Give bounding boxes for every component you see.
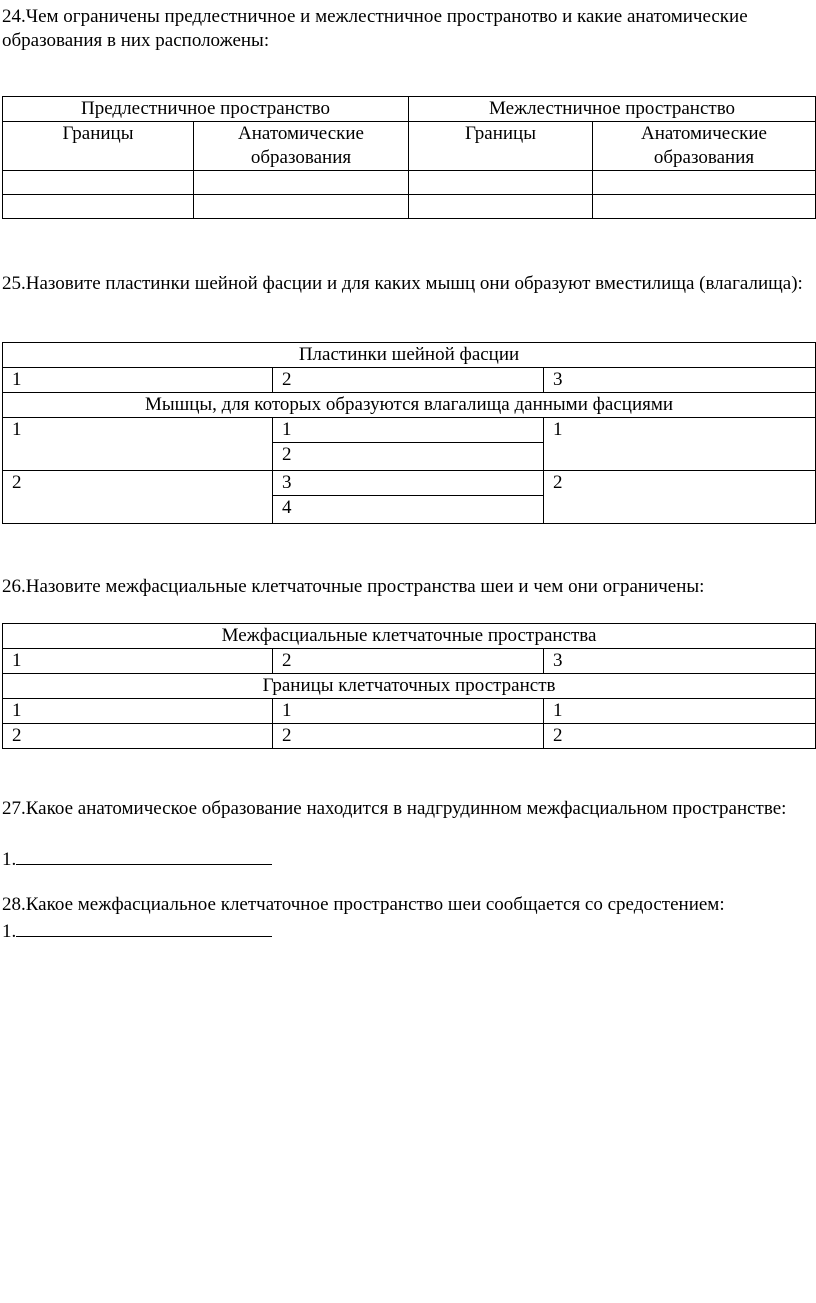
table-title: Пластинки шейной фасции [3, 343, 816, 368]
row-number: 1 [3, 418, 273, 471]
question-27: 27.Какое анатомическое образование находится в надгрудинном межфасциальном пространстве: [2, 798, 787, 819]
answer-cell[interactable] [3, 195, 194, 219]
question-24: 24.Чем ограничены предлестничное и межлестничное пространотво и какие анатомические образования в них расположены: [2, 6, 748, 51]
row-number: 1 [3, 699, 273, 724]
row-number: 3 [273, 471, 544, 496]
answer-prefix: 1. [2, 921, 17, 942]
answer-cell[interactable] [3, 171, 194, 195]
table-q26 [2, 623, 816, 749]
table-q24 [2, 96, 816, 219]
table-subtitle: Границы клетчаточных пространств [3, 674, 816, 699]
header-anatomical-structures: Анатомические образования [593, 122, 816, 171]
column-number: 3 [544, 649, 816, 674]
column-number: 2 [273, 368, 544, 393]
answer-cell[interactable] [593, 195, 816, 219]
row-number: 2 [544, 471, 816, 524]
answer-line-27[interactable] [2, 845, 272, 872]
table-title: Межфасциальные клетчаточные пространства [3, 624, 816, 649]
answer-blank[interactable] [16, 917, 272, 937]
header-anatomical-structures: Анатомические образования [194, 122, 409, 171]
column-number: 1 [3, 368, 273, 393]
row-number: 2 [273, 443, 544, 471]
answer-cell[interactable] [409, 195, 593, 219]
column-number: 3 [544, 368, 816, 393]
answer-cell[interactable] [194, 195, 409, 219]
row-number: 4 [273, 496, 544, 524]
answer-prefix: 1. [2, 849, 17, 870]
question-26: 26.Назовите межфасциальные клетчаточные пространства шеи и чем они ограничены: [2, 576, 705, 597]
header-prescalene-space: Предлестничное пространство [3, 97, 409, 122]
answer-cell[interactable] [194, 171, 409, 195]
row-number: 2 [544, 724, 816, 749]
header-boundaries: Границы [409, 122, 593, 171]
row-number: 1 [273, 418, 544, 443]
question-28: 28.Какое межфасциальное клетчаточное пространство шеи сообщается со средостением: [2, 894, 725, 915]
table-subtitle: Мышцы, для которых образуются влагалища данными фасциями [3, 393, 816, 418]
column-number: 1 [3, 649, 273, 674]
row-number: 2 [3, 724, 273, 749]
row-number: 1 [544, 418, 816, 471]
question-25: 25.Назовите пластинки шейной фасции и для каких мышц они образуют вместилища (влагалища): [2, 273, 803, 294]
table-q25 [2, 342, 816, 524]
header-boundaries: Границы [3, 122, 194, 171]
answer-line-28[interactable] [2, 917, 272, 944]
column-number: 2 [273, 649, 544, 674]
row-number: 1 [544, 699, 816, 724]
row-number: 2 [273, 724, 544, 749]
header-interscalene-space: Межлестничное пространство [409, 97, 816, 122]
answer-cell[interactable] [409, 171, 593, 195]
row-number: 1 [273, 699, 544, 724]
answer-cell[interactable] [593, 171, 816, 195]
row-number: 2 [3, 471, 273, 524]
answer-blank[interactable] [16, 845, 272, 865]
